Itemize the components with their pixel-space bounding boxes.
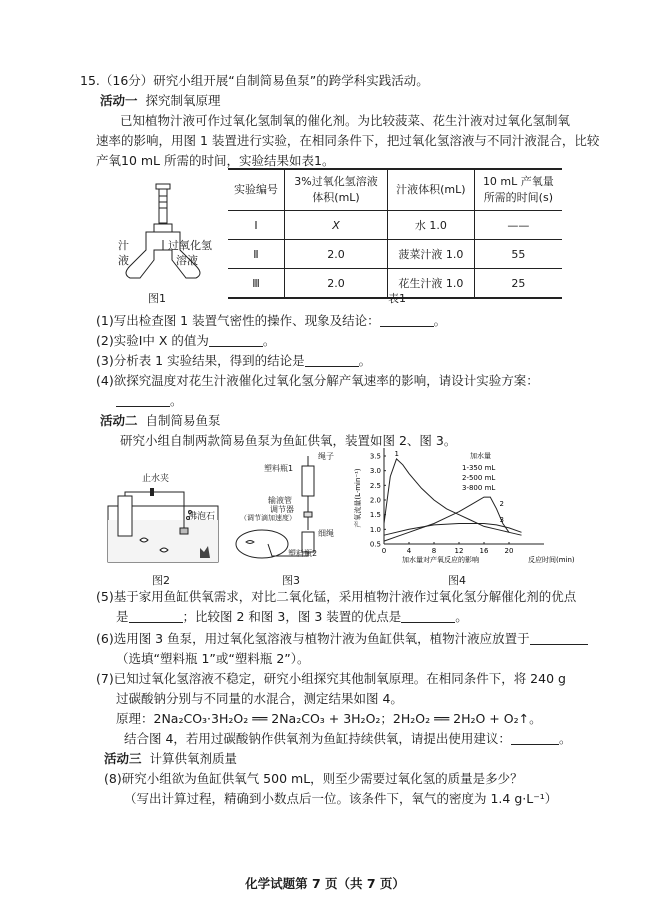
question-3: (3)分析表 1 实验结果，得到的结论是 。 bbox=[96, 353, 372, 368]
figure-4-chart bbox=[350, 448, 580, 570]
table-header: 10 mL 产氧量 所需的时间(s) bbox=[474, 169, 562, 211]
fig1-left-label: 汁 bbox=[118, 239, 129, 252]
figure-1-apparatus bbox=[110, 180, 220, 290]
table-header: 汁液体积(mL) bbox=[388, 169, 475, 211]
fig1-right-label: 溶液 bbox=[176, 254, 198, 267]
fig1-right-label: 过氧化氢 bbox=[168, 239, 212, 252]
legend-entry: 1-350 mL bbox=[462, 464, 496, 472]
reaction-principle: 原理：2Na₂CO₃·3H₂O₂ ══ 2Na₂CO₃ + 3H₂O₂；2H₂O₂ ══ 2H₂O + O₂↑。 bbox=[116, 711, 542, 726]
page-footer: 化学试题第 7 页（共 7 页） bbox=[245, 876, 405, 891]
y-tick-label: 3.5 bbox=[369, 452, 381, 461]
y-tick-label: 1.5 bbox=[369, 511, 381, 520]
activity-2-paragraph: 研究小组自制两款简易鱼泵为鱼缸供氧，装置如图 2、图 3。 bbox=[120, 433, 457, 448]
fig3-adjuster-note: （调节滴加速度） bbox=[240, 514, 296, 522]
question-2: (2)实验Ⅰ中 X 的值为 。 bbox=[96, 333, 276, 348]
question-1: (1)写出检查图 1 装置气密性的操作、现象及结论： 。 bbox=[96, 313, 447, 328]
fig3-cord-label: 细绳 bbox=[318, 529, 334, 538]
fig3-bottle2-label: 塑料瓶2 bbox=[288, 549, 318, 558]
y-tick-label: 3.0 bbox=[369, 467, 381, 476]
answer-blank: 。 bbox=[116, 392, 183, 410]
x-tick-label: 4 bbox=[406, 547, 412, 555]
fig4-caption: 图4 bbox=[448, 574, 466, 587]
table-header: 实验编号 bbox=[228, 169, 284, 211]
series-label: 2 bbox=[499, 499, 504, 508]
legend-entry: 3-800 mL bbox=[462, 484, 496, 492]
x-tick-label: 16 bbox=[479, 547, 489, 555]
paragraph-line: 产氧10 mL 所需的时间，实验结果如表1。 bbox=[96, 153, 335, 168]
question-6: (6)选用图 3 鱼泵，用过氧化氢溶液与植物汁液为鱼缸供氧，植物汁液应放置于 bbox=[96, 630, 588, 648]
series-line bbox=[384, 497, 509, 541]
y-axis-label: 产氧流量(L·min⁻¹) bbox=[354, 468, 362, 528]
table-row: Ⅱ 2.0 菠菜汁液 1.0 55 bbox=[228, 240, 562, 269]
y-tick-label: 1.0 bbox=[369, 525, 381, 534]
question-8: (8)研究小组欲为鱼缸供氧气 500 mL，则至少需要过氧化氢的质量是多少？ bbox=[104, 771, 523, 786]
fig3-tube-label: 输液管 bbox=[268, 496, 292, 505]
fig3-adjuster-label: 调节器 bbox=[270, 505, 294, 514]
fig2-stone-label: 沸泡石 bbox=[188, 512, 216, 522]
fig1-caption: 图1 bbox=[148, 292, 166, 305]
paragraph-line: 已知植物汁液可作过氧化氢制氧的催化剂。为比较菠菜、花生汁液对过氧化氢制氧 bbox=[120, 113, 571, 128]
question-title: 15.（16分）研究小组开展“自制简易鱼泵”的跨学科实践活动。 bbox=[80, 73, 429, 88]
activity-2-heading: 活动二 自制简易鱼泵 bbox=[100, 413, 221, 428]
activity-3-heading: 活动三 计算供氧剂质量 bbox=[104, 751, 237, 766]
question-5-cont: 是 ；比较图 2 和图 3，图 3 装置的优点是 。 bbox=[116, 609, 468, 624]
question-6-cont: （选填“塑料瓶 1”或“塑料瓶 2”）。 bbox=[116, 651, 310, 666]
chart-note: 加水量对产氧反应的影响 bbox=[402, 556, 479, 564]
fig3-bottle1-label: 塑料瓶1 bbox=[264, 464, 294, 473]
x-tick-label: 12 bbox=[454, 547, 464, 555]
x-tick-label: 0 bbox=[381, 547, 387, 555]
series-label: 1 bbox=[394, 449, 399, 458]
y-tick-label: 2.5 bbox=[369, 481, 381, 490]
activity-1-heading: 活动一 探究制氧原理 bbox=[100, 93, 221, 108]
x-axis-label: 反应时间(min) bbox=[528, 556, 575, 564]
legend-entry: 2-500 mL bbox=[462, 474, 496, 482]
fig2-clip-label: 止水夹 bbox=[142, 474, 170, 484]
question-5: (5)基于家用鱼缸供氧需求，对比二氧化锰，采用植物汁液作过氧化氢分解催化剂的优点 bbox=[96, 589, 577, 604]
x-tick-label: 20 bbox=[504, 547, 514, 555]
x-tick-label: 8 bbox=[431, 547, 437, 555]
table-row: Ⅰ X 水 1.0 —— bbox=[228, 211, 562, 240]
legend-title: 加水量 bbox=[470, 452, 491, 460]
fig3-rope-label: 绳子 bbox=[318, 452, 334, 461]
table-row: Ⅲ 2.0 花生汁液 1.0 25 bbox=[228, 269, 562, 299]
table-header: 3%过氧化氢溶液 体积(mL) bbox=[284, 169, 387, 211]
fig1-left-label: 液 bbox=[118, 254, 129, 267]
question-7-suggestion: 结合图 4，若用过碳酸钠作供氧剂为鱼缸持续供氧，请提出使用建议： 。 bbox=[124, 731, 572, 746]
question-8-note: （写出计算过程，精确到小数点后一位。该条件下，氧气的密度为 1.4 g·L⁻¹） bbox=[124, 791, 558, 806]
fig2-caption: 图2 bbox=[152, 574, 170, 587]
question-7-cont: 过碳酸钠分别与不同量的水混合，测定结果如图 4。 bbox=[116, 691, 403, 706]
series-label: 3 bbox=[499, 515, 504, 524]
question-7: (7)已知过氧化氢溶液不稳定，研究小组探究其他制氧原理。在相同条件下，将 240 g bbox=[96, 671, 566, 686]
y-tick-label: 0.5 bbox=[369, 540, 381, 549]
question-4: (4)欲探究温度对花生汁液催化过氧化氢分解产氧速率的影响，请设计实验方案： bbox=[96, 373, 539, 388]
y-tick-label: 2.0 bbox=[369, 496, 381, 505]
table1-caption: 表1 bbox=[388, 292, 406, 305]
paragraph-line: 速率的影响，用图 1 装置进行实验，在相同条件下，把过氧化氢溶液与不同汁液混合，比较 bbox=[96, 133, 600, 148]
fig3-caption: 图3 bbox=[282, 574, 300, 587]
table-1 bbox=[228, 168, 562, 299]
